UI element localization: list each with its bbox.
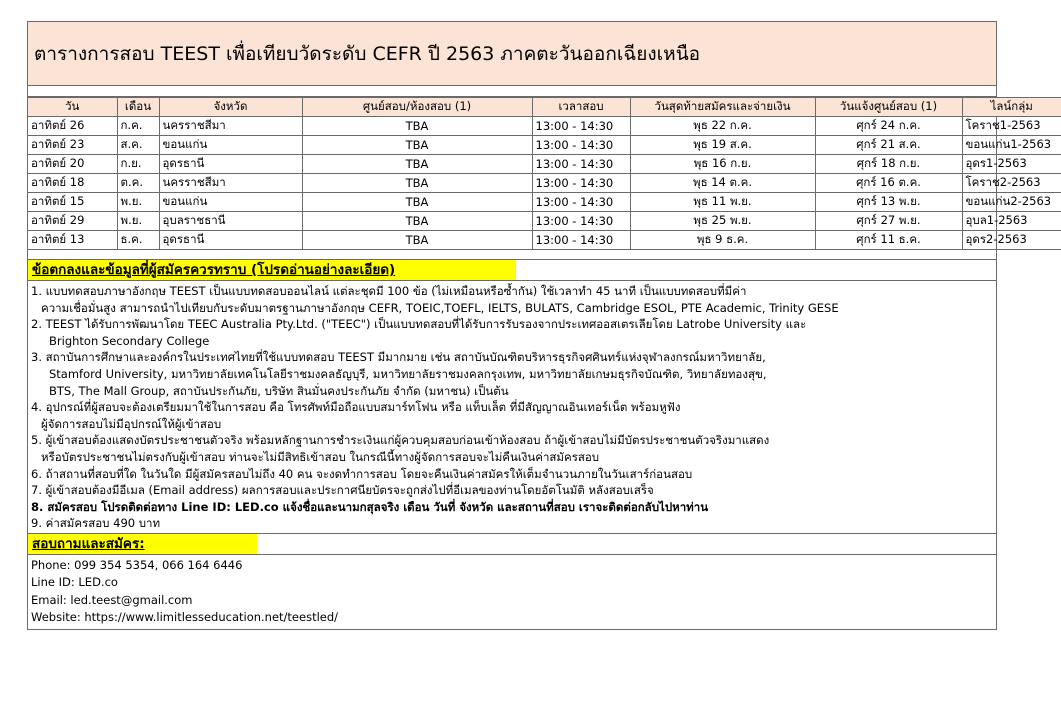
cell-month: ส.ค. [117,136,159,155]
cell-deadline: พุธ 9 ธ.ค. [630,231,815,250]
table-row [28,174,1061,193]
cell-exam-time: 13:00 - 14:30 [532,136,630,155]
cell-day: อาทิตย์ 13 [28,231,117,250]
terms-line: 2. TEEST ได้รับการพัฒนาโดย TEEC Australia Pty.Ltd. ("TEEC") เป็นแบบทดสอบที่ได้รับการรับรองจากประเทศออสเตรเลียโดย Latrobe University และ [31,317,807,332]
cell-day: อาทิตย์ 29 [28,212,117,231]
terms-line: Stamford University, มหาวิทยาลัยเทคโนโลยีราชมงคลธัญบุรี, มหาวิทยาลัยราชมงคลกรุงเทพ, มหาวิทยาลัยเกษมธุรกิจบัณฑิต, วิทยาลัยทองสุข, [49,366,767,381]
terms-line: 4. อุปกรณ์ที่ผู้สอบจะต้องเตรียมมาใช้ในการสอบ คือ โทรศัพท์มือถือแบบสมาร์ทโฟน หรือ แท็บเล็ต ที่มีสัญญาณอินเทอร์เน็ต พร้อมหูฟัง [31,400,681,415]
cell-center-notice: ศุกร์ 13 พ.ย. [815,193,962,212]
cell-center-notice: ศุกร์ 18 ก.ย. [815,155,962,174]
contact-email: Email: led.teest@gmail.com [31,592,193,607]
cell-exam-center: TBA [302,212,532,231]
cell-deadline: พุธ 11 พ.ย. [630,193,815,212]
terms-line: หรือบัตรประชาชนไม่ตรงกับผู้เข้าสอบ ท่านจะไม่มีสิทธิเข้าสอบ ในกรณีนี้ทางผู้จัดการสอบจะไม่คืนเงินค่าสมัครสอบ [41,449,600,464]
contact-heading-row [28,534,996,555]
terms-line: Brighton Secondary College [49,333,210,348]
cell-exam-time: 13:00 - 14:30 [532,212,630,231]
cell-deadline: พุธ 25 พ.ย. [630,212,815,231]
cell-month: พ.ย. [117,193,159,212]
cell-province: ขอนแก่น [159,193,302,212]
cell-center-notice: ศุกร์ 24 ก.ค. [815,117,962,136]
cell-day: อาทิตย์ 26 [28,117,117,136]
header-exam-center: ศูนย์สอบ/ห้องสอบ (1) [302,98,532,117]
cell-exam-center: TBA [302,117,532,136]
header-exam-time: เวลาสอบ [532,98,630,117]
cell-line-group: โคราช2-2563 [962,174,1061,193]
terms-line: 7. ผู้เข้าสอบต้องมีอีเมล (Email address) ผลการสอบและประกาศนียบัตรจะถูกส่งไปที่อีเมลของท่านโดยอัตโนมัติ หลังสอบเสร็จ [31,483,654,498]
table-row [28,231,1061,250]
cell-province: ขอนแก่น [159,136,302,155]
spacer-row [28,250,996,260]
terms-line: BTS, The Mall Group, สถาบันประกันภัย, บริษัท สินมั่นคงประกันภัย จำกัด (มหาชน) เป็นต้น [49,383,509,398]
cell-exam-time: 13:00 - 14:30 [532,117,630,136]
schedule-sheet [27,21,1052,630]
cell-day: อาทิตย์ 15 [28,193,117,212]
terms-heading: ข้อตกลงและข้อมูลที่ผู้สมัครควรทราบ (โปรดอ่านอย่างละเอียด) [28,260,516,280]
cell-exam-center: TBA [302,193,532,212]
cell-deadline: พุธ 14 ต.ค. [630,174,815,193]
header-month: เดือน [117,98,159,117]
cell-month: พ.ย. [117,212,159,231]
header-center-notice: วันแจ้งศูนย์สอบ (1) [815,98,962,117]
cell-province: อุดรธานี [159,155,302,174]
table-header-row [28,98,1061,117]
cell-exam-center: TBA [302,155,532,174]
cell-month: ต.ค. [117,174,159,193]
header-province: จังหวัด [159,98,302,117]
terms-line: 3. สถาบันการศึกษาและองค์กรในประเทศไทยที่ใช้แบบทดสอบ TEEST มีมากมาย เช่น สถาบันบัณฑิตบริหารธุรกิจศศินทร์แห่งจุฬาลงกรณ์มหาวิทยาลัย, [31,350,766,365]
cell-province: อุบลราชธานี [159,212,302,231]
terms-list [28,281,996,534]
cell-center-notice: ศุกร์ 16 ต.ค. [815,174,962,193]
cell-center-notice: ศุกร์ 21 ส.ค. [815,136,962,155]
terms-line: 5. ผู้เข้าสอบต้องแสดงบัตรประชาชนตัวจริง พร้อมหลักฐานการชำระเงินแก่ผู้ควบคุมสอบก่อนเข้าห้องสอบ ถ้าผู้เข้าสอบไม่มีบัตรประชาชนตัวจริงมาแสดง [31,433,770,448]
cell-line-group: อุดร1-2563 [962,155,1061,174]
title-row [28,22,996,86]
cell-day: อาทิตย์ 18 [28,174,117,193]
table-row [28,155,1061,174]
table-row [28,212,1061,231]
contact-phone: Phone: 099 354 5354, 066 164 6446 [31,557,243,572]
contact-info [28,555,996,629]
cell-line-group: โคราช1-2563 [962,117,1061,136]
cell-exam-center: TBA [302,136,532,155]
cell-deadline: พุธ 16 ก.ย. [630,155,815,174]
cell-month: ธ.ค. [117,231,159,250]
spacer-row [28,86,996,97]
cell-exam-center: TBA [302,174,532,193]
header-deadline: วันสุดท้ายสมัครและจ่ายเงิน [630,98,815,117]
cell-exam-time: 13:00 - 14:30 [532,155,630,174]
cell-month: ก.ค. [117,117,159,136]
table-row [28,136,1061,155]
cell-day: อาทิตย์ 23 [28,136,117,155]
cell-day: อาทิตย์ 20 [28,155,117,174]
exam-schedule-table [28,97,1061,250]
terms-line: 9. ค่าสมัครสอบ 490 บาท [31,516,161,531]
terms-line-apply: 8. สมัครสอบ โปรดติดต่อทาง Line ID: LED.co แจ้งชื่อและนามกสุลจริง เดือน วันที่ จังหวัด และสถานที่สอบ เราจะติดต่อกลับไปหาท่าน [31,499,709,514]
cell-exam-center: TBA [302,231,532,250]
cell-center-notice: ศุกร์ 27 พ.ย. [815,212,962,231]
header-day: วัน [28,98,117,117]
cell-deadline: พุธ 22 ก.ค. [630,117,815,136]
cell-province: นครราชสีมา [159,117,302,136]
table-row [28,193,1061,212]
terms-line: 6. ถ้าสถานที่สอบที่ใด ในวันใด มีผู้สมัครสอบไม่ถึง 40 คน จะงดทำการสอบ โดยจะคืนเงินค่าสมัครให้เต็มจำนวนภายในวันเสาร์ก่อนสอบ [31,466,693,481]
terms-line: ความเชื่อมั่นสูง สามารถนำไปเทียบกับระดับมาตรฐานภาษาอังกฤษ CEFR, TOEIC,TOEFL, IELTS, BULATS, Cambridge ESOL, PTE Academic, Trinity GESE [41,300,839,315]
terms-line: ผู้จัดการสอบไม่มีอุปกรณ์ให้ผู้เข้าสอบ [41,416,222,431]
cell-deadline: พุธ 19 ส.ค. [630,136,815,155]
contact-line-id: Line ID: LED.co [31,575,118,590]
contact-website: Website: https://www.limitlesseducation.net/teestled/ [31,610,339,625]
header-line-group: ไลน์กลุ่ม [962,98,1061,117]
cell-exam-time: 13:00 - 14:30 [532,231,630,250]
cell-line-group: ขอนแก่น2-2563 [962,193,1061,212]
cell-exam-time: 13:00 - 14:30 [532,193,630,212]
terms-line: 1. แบบทดสอบภาษาอังกฤษ TEEST เป็นแบบทดสอบออนไลน์ แต่ละชุดมี 100 ข้อ (ไม่เหมือนหรือซ้ำกัน) ใช้เวลาทำ 45 นาที เป็นแบบทดสอบที่มีค่า [31,284,747,298]
cell-province: อุดรธานี [159,231,302,250]
cell-exam-time: 13:00 - 14:30 [532,174,630,193]
cell-line-group: อุดร2-2563 [962,231,1061,250]
terms-heading-row [28,260,996,281]
table-row [28,117,1061,136]
cell-center-notice: ศุกร์ 11 ธ.ค. [815,231,962,250]
cell-line-group: อุบล1-2563 [962,212,1061,231]
cell-line-group: ขอนแก่น1-2563 [962,136,1061,155]
cell-month: ก.ย. [117,155,159,174]
contact-heading: สอบถามและสมัคร: [28,534,257,554]
page-title: ตารางการสอบ TEEST เพื่อเทียบวัดระดับ CEFR ปี 2563 ภาคตะวันออกเฉียงเหนือ [34,42,701,65]
cell-province: นครราชสีมา [159,174,302,193]
